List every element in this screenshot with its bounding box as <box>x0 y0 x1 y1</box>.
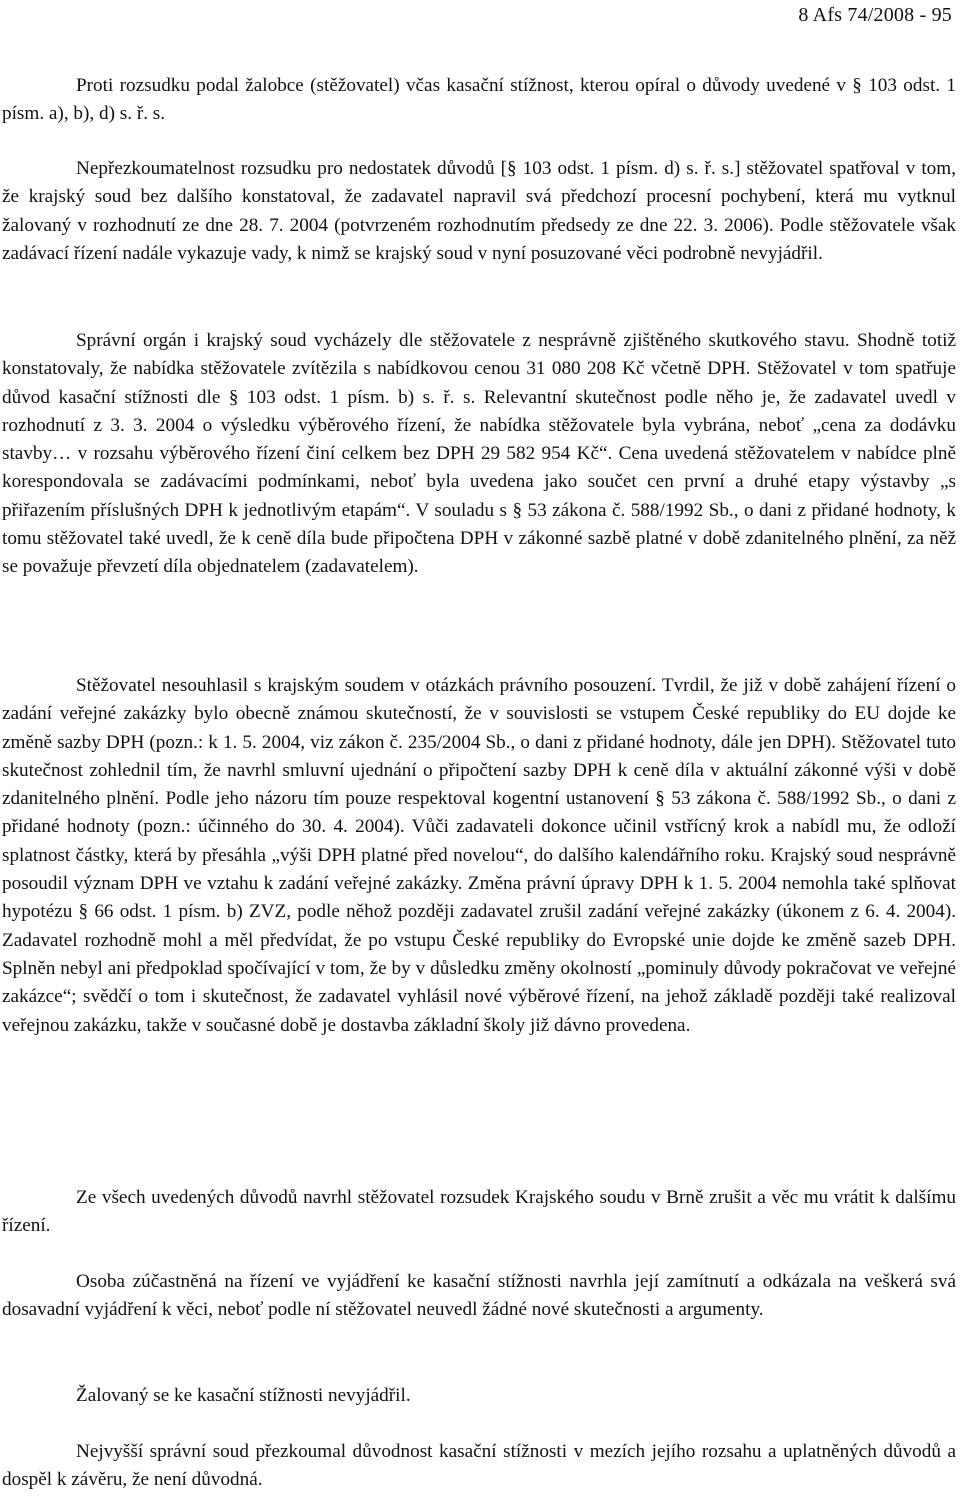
paragraph-court-conclusion: Nejvyšší správní soud přezkoumal důvodnost kasační stížnosti v mezích jejího rozsahu a uplatněných důvodů a dospěl k závěru, že není důvodná. <box>2 1441 956 1491</box>
paragraph-defendant-response: Žalovaný se ke kasační stížnosti nevyjádřil. <box>76 1385 411 1406</box>
paragraph-factual-state: Správní orgán i krajský soud vycházely dle stěžovatele z nesprávně zjištěného skutkového stavu. Shodně totiž konstatovaly, že nabídka stěžovatele zvítězila s nabídkovou cenou 31 080 208 Kč včetně DPH. Stěžovatel v tom spatřuje důvod kasační stížnosti dle § 103 odst. 1 písm. b) s. ř. s. Relevantní skutečnost podle něho je, že zadavatel uvedl v rozhodnutí z 3. 3. 2004 o výsledku výběrového řízení, že nabídka stěžovatele byla vybrána, neboť „cena za dodávku stavby… v rozsahu výběrového řízení činí celkem bez DPH 29 582 954 Kč“. Cena uvedená stěžovatelem v nabídce plně korespondovala se zadávacími podmínkami, neboť byla uvedena jako součet cen první a druhé etapy výstavby „s přiřazením příslušných DPH k jednotlivým etapám“. V souladu s § 53 zákona č. 588/1992 Sb., o dani z přidané hodnoty, k tomu stěžovatel také uvedl, že k ceně díla bude připočtena DPH v zákonné sazbě platné v době zdanitelného plnění, za něž se považuje převzetí díla objednatelem (zadavatelem). <box>2 330 956 578</box>
paragraph-intervener-response: Osoba zúčastněná na řízení ve vyjádření ke kasační stížnosti navrhla její zamítnutí a odkázala na veškerá svá dosavadní vyjádření k věci, neboť podle ní stěžovatel neuvedl žádné nové skutečnosti a argumenty. <box>2 1271 956 1321</box>
paragraph-proposal: Ze všech uvedených důvodů navrhl stěžovatel rozsudek Krajského soudu v Brně zrušit a věc mu vrátit k dalšímu řízení. <box>2 1187 956 1237</box>
paragraph-legal-assessment: Stěžovatel nesouhlasil s krajským soudem v otázkách právního posouzení. Tvrdil, že již v době zahájení řízení o zadání veřejné zakázky bylo obecně známou skutečností, že v souvislosti se vstupem České republiky do EU dojde ke změně sazby DPH (pozn.: k 1. 5. 2004, viz zákon č. 235/2004 Sb., o dani z přidané hodnoty, dále jen DPH). Stěžovatel tuto skutečnost zohlednil tím, že navrhl smluvní ujednání o připočtení sazby DPH k ceně díla v aktuální zákonné výši v době zdanitelného plnění. Podle jeho názoru tím pouze respektoval kogentní ustanovení § 53 zákona č. 588/1992 Sb., o dani z přidané hodnoty (pozn.: účinného do 30. 4. 2004). Vůči zadavateli dokonce učinil vstřícný krok a nabídl mu, že odloží splatnost částky, která by přesáhla „výši DPH platné před novelou“, do dalšího kalendářního roku. Krajský soud nesprávně posoudil význam DPH ve vztahu k zadání veřejné zakázky. Změna právní úpravy DPH k 1. 5. 2004 nemohla také splňovat hypotézu § 66 odst. 1 písm. b) ZVZ, podle něhož později zadavatel zrušil zadání veřejné zakázky (úkonem z 6. 4. 2004). Zadavatel rozhodně mohl a měl předvídat, že po vstupu České republiky do Evropské unie dojde ke změně sazeb DPH. Splněn nebyl ani předpoklad spočívající v tom, že by v důsledku změny okolností „pominuly důvody pokračovat ve veřejné zakázce“; svědčí o tom i skutečnost, že zadavatel vyhlásil nové výběrové řízení, na jehož základě později také realizoval veřejnou zakázku, takže v současné době je dostavba základní školy již dávno provedena. <box>2 675 956 1036</box>
case-number: 8 Afs 74/2008 - 95 <box>798 4 952 26</box>
paragraph-unreviewability: Nepřezkoumatelnost rozsudku pro nedostatek důvodů [§ 103 odst. 1 písm. d) s. ř. s.] stěžovatel spatřoval v tom, že krajský soud bez dalšího konstatoval, že zadavatel napravil svá předchozí procesní pochybení, která mu vytknul žalovaný v rozhodnutí ze dne 28. 7. 2004 (potvrzeném rozhodnutím předsedy ze dne 22. 3. 2006). Podle stěžovatele však zadávací řízení nadále vykazuje vady, k nimž se krajský soud v nyní posuzované věci podrobně nevyjádřil. <box>2 158 956 264</box>
paragraph-appeal-grounds: Proti rozsudku podal žalobce (stěžovatel) včas kasační stížnost, kterou opíral o důvody uvedené v § 103 odst. 1 písm. a), b), d) s. ř. s. <box>2 75 956 125</box>
